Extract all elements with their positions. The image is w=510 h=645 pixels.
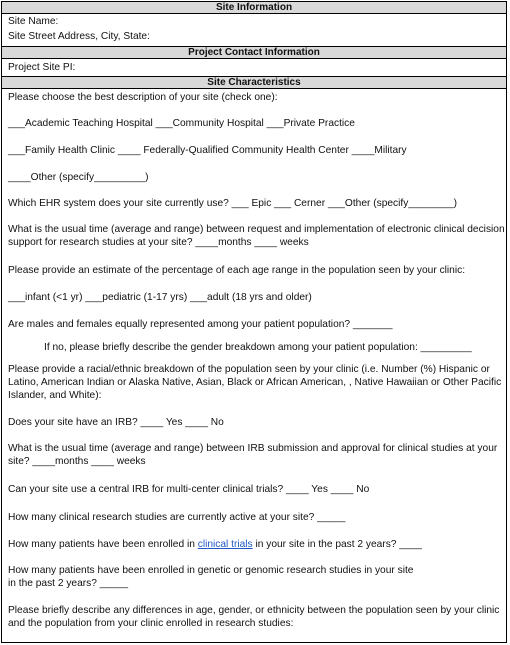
cds-time-question-line-2: support for research studies at your site? ____months ____ weeks	[8, 237, 309, 248]
site-type-options-row-2: ___Family Health Clinic ____ Federally-Qualified Community Health Center ____Military	[8, 145, 407, 156]
enrolled-question-prefix: How many patients have been enrolled in	[8, 539, 198, 550]
site-type-question: Please choose the best description of your site (check one):	[8, 92, 278, 103]
race-ethnicity-question-line-3: Islander, and White):	[8, 390, 102, 401]
site-questionnaire-form	[1, 1, 507, 643]
irb-question: Does your site have an IRB? ____ Yes ____ No	[8, 417, 224, 428]
project-site-pi-label: Project Site PI:	[8, 62, 76, 73]
enrolled-clinical-trials-question	[8, 539, 422, 551]
cds-time-question-line-1: What is the usual time (average and range) between request and implementation of electronic clinical decision	[8, 224, 505, 235]
enrolled-question-suffix: in your site in the past 2 years? ____	[252, 539, 422, 550]
population-differences-question-line-2: and the population from your clinic enrolled in research studies:	[8, 618, 294, 629]
gender-breakdown-followup: If no, please briefly describe the gender breakdown among your patient population: _________	[44, 342, 472, 353]
site-type-options-row-3: ____Other (specify_________)	[8, 172, 149, 183]
race-ethnicity-question-line-1: Please provide a racial/ethnic breakdown of the population seen by your clinic (i.e. Number (%) Hispanic or	[8, 364, 490, 375]
section-header-site-information: Site Information	[2, 1, 506, 14]
site-address-label: Site Street Address, City, State:	[8, 31, 150, 42]
active-studies-question: How many clinical research studies are currently active at your site? _____	[8, 512, 346, 523]
irb-time-question-line-1: What is the usual time (average and range) between IRB submission and approval for clinical studies at your	[8, 443, 498, 454]
race-ethnicity-question-line-2: Latino, American Indian or Alaska Native, Asian, Black or African American, , Native Hawaiian or Other Pacific	[8, 377, 502, 388]
age-estimate-question: Please provide an estimate of the percentage of each age range in the population seen by your clinic:	[8, 265, 466, 276]
clinical-trials-link[interactable]: clinical trials	[197, 539, 253, 550]
gender-representation-question: Are males and females equally represented among your patient population? _______	[8, 319, 393, 330]
genomic-enrollment-question-line-2: in the past 2 years? _____	[8, 578, 129, 589]
site-type-options-row-1: ___Academic Teaching Hospital ___Community Hospital ___Private Practice	[8, 118, 355, 129]
section-header-site-characteristics: Site Characteristics	[2, 76, 506, 89]
ehr-system-question: Which EHR system does your site currently use? ___ Epic ___ Cerner ___Other (specify________)	[8, 198, 458, 209]
genomic-enrollment-question-line-1: How many patients have been enrolled in genetic or genomic research studies in your site	[8, 565, 414, 576]
age-range-options: ___infant (<1 yr) ___pediatric (1-17 yrs) ___adult (18 yrs and older)	[8, 292, 312, 303]
site-name-label: Site Name:	[8, 16, 59, 27]
population-differences-question-line-1: Please briefly describe any differences in age, gender, or ethnicity between the population seen by your clinic	[8, 605, 500, 616]
central-irb-question: Can your site use a central IRB for multi-center clinical trials? ____ Yes ____ No	[8, 484, 370, 495]
section-header-project-contact: Project Contact Information	[2, 46, 506, 59]
irb-time-question-line-2: site? ____months ____ weeks	[8, 456, 146, 467]
